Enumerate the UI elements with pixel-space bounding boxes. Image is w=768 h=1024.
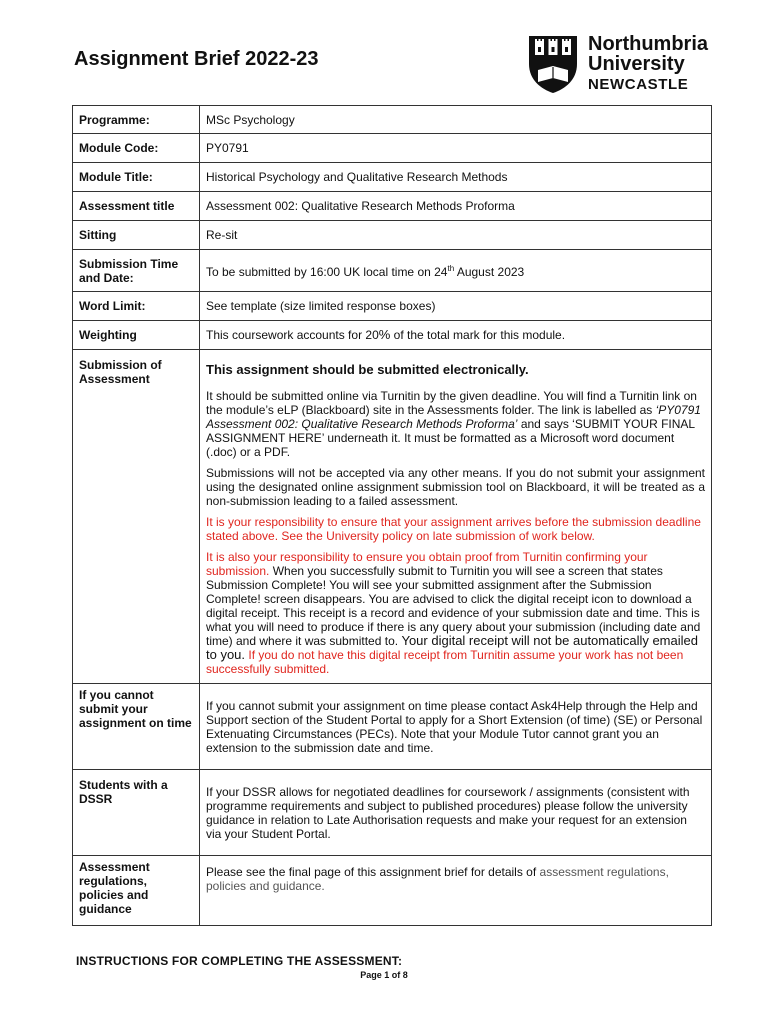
- value-module-title: Historical Psychology and Qualitative Research Methods: [200, 163, 712, 192]
- row-word-limit: [73, 292, 712, 321]
- label-assessment-title: Assessment title: [73, 192, 200, 221]
- page-title: Assignment Brief 2022-23: [74, 48, 319, 70]
- submission-paragraph-2: Submissions will not be accepted via any other means. If you do not submit your assignment using the designated online assignment submission tool on Blackboard, it will be treated as a non-submission leading to a failed assessment.: [206, 466, 705, 508]
- label-submission-time: Submission Time and Date:: [73, 250, 200, 292]
- logo-line-1: Northumbria: [588, 33, 708, 55]
- row-module-title: [73, 163, 712, 192]
- value-weighting: This coursework accounts for 20% of the total mark for this module.: [200, 321, 712, 350]
- label-cannot-submit: If you cannot submit your assignment on time: [73, 684, 200, 770]
- row-module-code: [73, 134, 712, 163]
- instructions-heading: INSTRUCTIONS FOR COMPLETING THE ASSESSMENT:: [76, 954, 403, 968]
- label-weighting: Weighting: [73, 321, 200, 350]
- value-word-limit: See template (size limited response boxes): [200, 292, 712, 321]
- row-sitting: [73, 221, 712, 250]
- label-sitting: Sitting: [73, 221, 200, 250]
- row-dssr: [73, 770, 712, 856]
- value-module-code: PY0791: [200, 134, 712, 163]
- value-sitting: Re-sit: [200, 221, 712, 250]
- label-module-code: Module Code:: [73, 134, 200, 163]
- assignment-details-table: [72, 105, 712, 926]
- submission-paragraph-4: It is also your responsibility to ensure you obtain proof from Turnitin confirming your submission. When you successfully submit to Turnitin you will see a screen that states Submission Complete! You will see your submitted assignment after the Submission Complete! screen disappears. You are advised to click the digital receipt icon to download a digital receipt. This receipt is a record and evidence of your submission date and time. This is what you will need to produce if there is any query about your submission (including date and time) and where it was submitted to. Your digital receipt will not be automatically emailed to you. If you do not have this digital receipt from Turnitin assume your work has not been successfully submitted.: [206, 550, 701, 676]
- row-regulations: [73, 856, 712, 926]
- value-programme: MSc Psychology: [200, 106, 712, 134]
- row-weighting: [73, 321, 712, 350]
- value-dssr: If your DSSR allows for negotiated deadlines for coursework / assignments (consistent with programme requirements and subject to published procedures) please follow the university guidance in relation to Late Authorisation requests and make your request for an extension via your Student Portal.: [200, 770, 712, 856]
- value-cannot-submit: If you cannot submit your assignment on time please contact Ask4Help through the Help and Support section of the Student Portal to apply for a Short Extension (of time) (SE) or Personal Extenuating Circumstances (PECs). Note that your Module Tutor cannot grant you an extension to the submission date and time.: [200, 684, 712, 770]
- submission-paragraph-1: It should be submitted online via Turnitin by the given deadline. You will find a Turnitin link on the module’s eLP (Blackboard) site in the Assessments folder. The link is labelled as ‘PY0791 Assessment 002: Qualitative Research Methods Proforma’ and says ‘SUBMIT YOUR FINAL ASSIGNMENT HERE’ underneath it. It must be formatted as a Microsoft word document (.doc) or a PDF.: [206, 389, 701, 459]
- value-submission: [200, 350, 712, 684]
- row-programme: [73, 106, 712, 134]
- value-regulations: Please see the final page of this assignment brief for details of assessment regulations, policies and guidance.: [200, 856, 712, 926]
- page-number: Page 1 of 8: [360, 970, 408, 980]
- logo-line-2: University: [588, 53, 685, 75]
- value-submission-time: To be submitted by 16:00 UK local time on 24th August 2023: [200, 250, 712, 292]
- submission-paragraph-3: It is your responsibility to ensure that your assignment arrives before the submission deadline stated above. See the University policy on late submission of work below.: [206, 515, 701, 543]
- crest-icon: [527, 34, 579, 94]
- logo-line-3: NEWCASTLE: [588, 76, 689, 93]
- label-programme: Programme:: [73, 106, 200, 134]
- row-cannot-submit: [73, 684, 712, 770]
- label-submission: Submission of Assessment: [73, 350, 200, 684]
- label-regulations: Assessment regulations, policies and guidance: [73, 856, 200, 926]
- label-word-limit: Word Limit:: [73, 292, 200, 321]
- submission-heading: This assignment should be submitted electronically.: [206, 362, 529, 377]
- row-assessment-title: [73, 192, 712, 221]
- label-dssr: Students with a DSSR: [73, 770, 200, 856]
- value-assessment-title: Assessment 002: Qualitative Research Methods Proforma: [200, 192, 712, 221]
- label-module-title: Module Title:: [73, 163, 200, 192]
- row-submission-time: [73, 250, 712, 292]
- row-submission: [73, 350, 712, 684]
